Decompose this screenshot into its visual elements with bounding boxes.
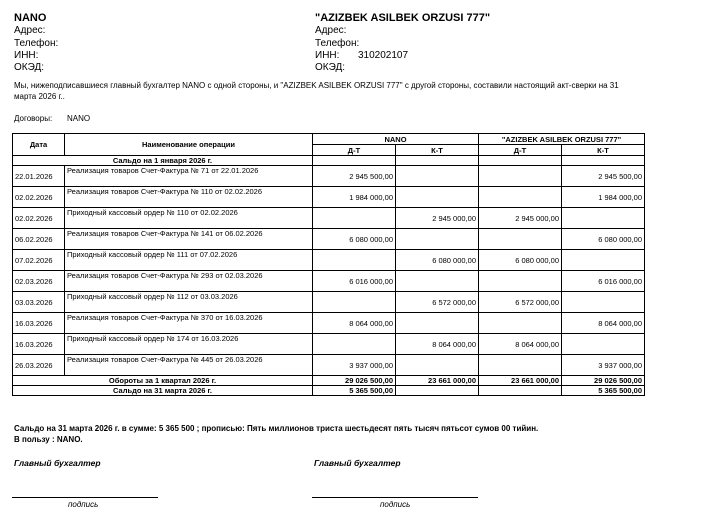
row-right-debit: 6 572 000,00 [479,292,562,313]
col-date-header: Дата [13,134,65,156]
turnover-left-debit: 29 026 500,00 [313,376,396,386]
row-left-credit [396,229,479,250]
closing-right-credit: 5 365 500,00 [562,386,645,396]
row-left-credit [396,187,479,208]
row-operation: Реализация товаров Счет-Фактура № 141 от 06.02.2026 [65,229,313,250]
row-date: 22.01.2026 [13,166,65,187]
summary-line-2: В пользу : NANO. [14,435,83,444]
right-inn-value: 310202107 [358,50,409,61]
sign-left-title: Главный бухгалтер [14,458,101,468]
turnover-left-credit: 23 661 000,00 [396,376,479,386]
col-group-right-header: "AZIZBEK ASILBEK ORZUSI 777" [479,134,645,145]
table-row [13,229,645,250]
closing-left-credit [396,386,479,396]
col-right-credit-header: К-Т [562,145,645,156]
row-left-credit [396,166,479,187]
row-right-credit: 8 064 000,00 [562,313,645,334]
row-left-debit: 6 016 000,00 [313,271,396,292]
row-date: 07.02.2026 [13,250,65,271]
row-operation: Приходный кассовый ордер № 112 от 03.03.2026 [65,292,313,313]
turnover-right-debit: 23 661 000,00 [479,376,562,386]
row-left-debit: 6 080 000,00 [313,229,396,250]
row-operation: Приходный кассовый ордер № 111 от 07.02.2026 [65,250,313,271]
left-inn-label: ИНН: [14,50,39,61]
sign-right-caption: подпись [380,500,411,509]
table-row [13,271,645,292]
row-left-credit: 6 572 000,00 [396,292,479,313]
sign-left-caption: подпись [68,500,99,509]
row-right-credit: 1 984 000,00 [562,187,645,208]
row-left-credit [396,313,479,334]
row-right-credit [562,292,645,313]
row-left-debit [313,334,396,355]
table-row [13,334,645,355]
row-left-credit: 8 064 000,00 [396,334,479,355]
right-okzd-label: ОКЭД: [315,62,346,73]
col-left-debit-header: Д-Т [313,145,396,156]
row-left-credit: 6 080 000,00 [396,250,479,271]
opening-left-credit [396,156,479,166]
row-operation: Реализация товаров Счет-Фактура № 445 от 26.03.2026 [65,355,313,376]
sign-left-line [12,497,158,498]
sign-right-title: Главный бухгалтер [314,458,401,468]
row-left-debit: 1 984 000,00 [313,187,396,208]
row-right-credit: 6 080 000,00 [562,229,645,250]
row-right-credit [562,334,645,355]
right-address-label: Адрес: [315,25,347,36]
right-inn-label: ИНН: [315,50,340,61]
closing-left-debit: 5 365 500,00 [313,386,396,396]
closing-balance-row [13,386,645,396]
row-right-credit [562,250,645,271]
table-row [13,313,645,334]
row-operation: Приходный кассовый ордер № 110 от 02.02.2026 [65,208,313,229]
intro-line-1: Мы, нижеподписавшиеся главный бухгалтер NANO с одной стороны, и "AZIZBEK ASILBEK ORZUSI 777" с другой стороны, составили настоящий акт-сверки на 31 [14,81,619,90]
row-left-debit: 3 937 000,00 [313,355,396,376]
row-date: 02.02.2026 [13,187,65,208]
right-party-name: "AZIZBEK ASILBEK ORZUSI 777" [315,12,491,24]
row-date: 03.03.2026 [13,292,65,313]
turnover-row [13,376,645,386]
table-row [13,292,645,313]
opening-balance-row [13,156,645,166]
table-row [13,187,645,208]
opening-left-debit [313,156,396,166]
row-right-credit: 2 945 500,00 [562,166,645,187]
sign-right-line [312,497,478,498]
row-operation: Реализация товаров Счет-Фактура № 370 от 16.03.2026 [65,313,313,334]
left-address-label: Адрес: [14,25,46,36]
row-right-debit [479,187,562,208]
row-date: 16.03.2026 [13,334,65,355]
col-group-left-header: NANO [313,134,479,145]
contracts-label: Договоры: [14,114,53,123]
row-date: 02.02.2026 [13,208,65,229]
col-operation-header: Наименование операции [65,134,313,156]
row-operation: Приходный кассовый ордер № 174 от 16.03.2026 [65,334,313,355]
row-right-debit: 8 064 000,00 [479,334,562,355]
contracts-value: NANO [67,114,91,123]
opening-right-debit [479,156,562,166]
row-right-debit [479,166,562,187]
row-left-debit: 8 064 000,00 [313,313,396,334]
row-right-credit: 3 937 000,00 [562,355,645,376]
table-row [13,208,645,229]
row-date: 26.03.2026 [13,355,65,376]
left-phone-label: Телефон: [14,38,59,49]
row-right-debit: 2 945 000,00 [479,208,562,229]
col-right-debit-header: Д-Т [479,145,562,156]
row-right-debit [479,271,562,292]
row-right-credit: 6 016 000,00 [562,271,645,292]
row-right-debit [479,313,562,334]
row-left-debit [313,250,396,271]
intro-line-2: марта 2026 г.. [14,92,65,101]
row-left-debit [313,292,396,313]
row-right-credit [562,208,645,229]
row-operation: Реализация товаров Счет-Фактура № 110 от 02.02.2026 [65,187,313,208]
reconciliation-table [12,133,645,396]
row-left-debit [313,208,396,229]
row-left-credit [396,271,479,292]
table-row [13,250,645,271]
turnover-label: Обороты за 1 квартал 2026 г. [13,376,313,386]
row-left-debit: 2 945 500,00 [313,166,396,187]
row-operation: Реализация товаров Счет-Фактура № 293 от 02.03.2026 [65,271,313,292]
right-phone-label: Телефон: [315,38,360,49]
turnover-right-credit: 29 026 500,00 [562,376,645,386]
row-left-credit [396,355,479,376]
row-date: 02.03.2026 [13,271,65,292]
opening-right-credit [562,156,645,166]
col-left-credit-header: К-Т [396,145,479,156]
row-right-debit: 6 080 000,00 [479,250,562,271]
table-row [13,166,645,187]
row-right-debit [479,355,562,376]
row-date: 06.02.2026 [13,229,65,250]
summary-line-1: Сальдо на 31 марта 2026 г. в сумме: 5 365 500 ; прописью: Пять миллионов триста шестьдесят пять тысяч пятьсот сумов 00 тийин. [14,424,539,433]
left-okzd-label: ОКЭД: [14,62,45,73]
left-party-name: NANO [14,12,47,24]
row-operation: Реализация товаров Счет-Фактура № 71 от 22.01.2026 [65,166,313,187]
table-row [13,355,645,376]
closing-right-debit [479,386,562,396]
row-left-credit: 2 945 000,00 [396,208,479,229]
opening-balance-label: Сальдо на 1 января 2026 г. [13,156,313,166]
row-right-debit [479,229,562,250]
closing-balance-label: Сальдо на 31 марта 2026 г. [13,386,313,396]
row-date: 16.03.2026 [13,313,65,334]
